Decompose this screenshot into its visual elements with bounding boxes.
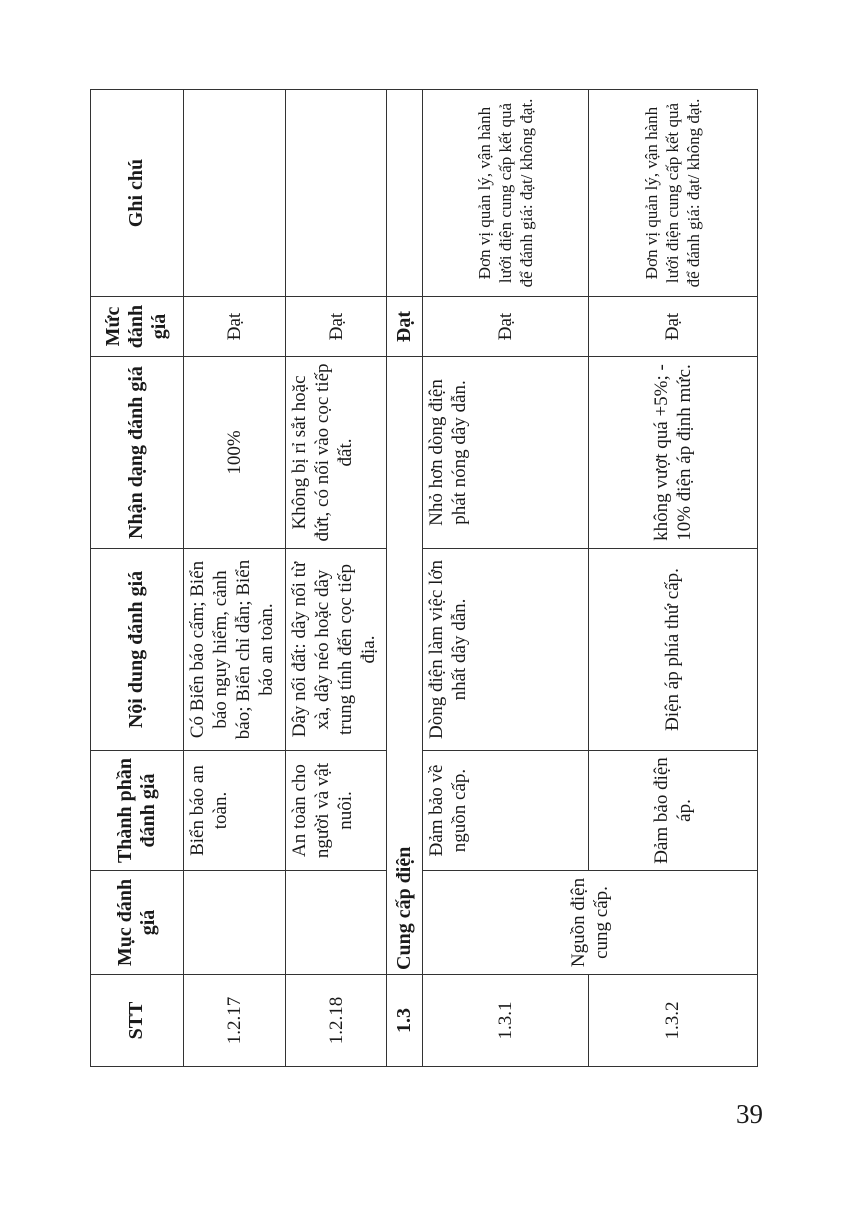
evaluation-table — [90, 89, 758, 1067]
cell-ghi-chu — [183, 90, 286, 297]
cell-muc-danh-gia: Đạt — [183, 297, 286, 357]
header-row — [91, 90, 184, 1067]
cell-thanh-phan: Đảm bảo điện áp. — [588, 751, 757, 871]
cell-thanh-phan: Biển báo an toàn. — [183, 751, 286, 871]
section-muc-danh-gia: Đạt — [387, 297, 423, 357]
cell-muc-danh-gia: Đạt — [286, 297, 387, 357]
header-noi-dung: Nội dung đánh giá — [91, 549, 184, 751]
section-row — [387, 90, 423, 1067]
cell-muc — [286, 871, 387, 975]
table-row — [423, 90, 588, 1067]
cell-noi-dung: Điện áp phía thứ cấp. — [588, 549, 757, 751]
cell-noi-dung: Có Biển báo cấm; Biển báo nguy hiểm, cảnh báo; Biển chỉ dẫn; Biển báo an toàn. — [183, 549, 286, 751]
table-row — [286, 90, 387, 1067]
cell-noi-dung: Dòng điện làm việc lớn nhất dây dẫn. — [423, 549, 588, 751]
cell-stt: 1.2.17 — [183, 975, 286, 1067]
cell-ghi-chu — [286, 90, 387, 297]
cell-nhan-dang: Không bị rỉ sắt hoặc đứt, có nối vào cọc tiếp đất. — [286, 357, 387, 549]
cell-thanh-phan: An toàn cho người và vật nuôi. — [286, 751, 387, 871]
page-number: 39 — [736, 1099, 763, 1129]
header-nhan-dang: Nhận dạng đánh giá — [91, 357, 184, 549]
cell-stt: 1.3.2 — [588, 975, 757, 1067]
cell-stt: 1.3.1 — [423, 975, 588, 1067]
cell-muc-danh-gia: Đạt — [423, 297, 588, 357]
rotated-table-container — [90, 90, 758, 1067]
section-ghi-chu — [387, 90, 423, 297]
cell-ghi-chu: Đơn vị quản lý, vận hành lưới điện cung cấp kết quả để đánh giá: đạt/ không đạt. — [423, 90, 588, 297]
header-thanh-phan: Thành phần đánh giá — [91, 751, 184, 871]
cell-muc — [183, 871, 286, 975]
cell-nhan-dang: không vượt quá +5%; - 10% điện áp định mức. — [588, 357, 757, 549]
section-title: Cung cấp điện — [387, 357, 423, 975]
cell-muc-danh-gia: Đạt — [588, 297, 757, 357]
cell-nhan-dang: Nhỏ hơn dòng điện phát nóng dây dẫn. — [423, 357, 588, 549]
table-row — [183, 90, 286, 1067]
cell-thanh-phan: Đảm bảo về nguồn cấp. — [423, 751, 588, 871]
cell-stt: 1.2.18 — [286, 975, 387, 1067]
header-muc-danh-gia: Mức đánh giá — [91, 297, 184, 357]
cell-ghi-chu: Đơn vị quản lý, vận hành lưới điện cung cấp kết quả để đánh giá: đạt/ không đạt. — [588, 90, 757, 297]
section-stt: 1.3 — [387, 975, 423, 1067]
cell-noi-dung: Dây nối đất: dây nối từ xà, dây néo hoặc dây trung tính đến cọc tiếp địa. — [286, 549, 387, 751]
cell-nhan-dang: 100% — [183, 357, 286, 549]
header-ghi-chu: Ghi chú — [91, 90, 184, 297]
cell-muc-group: Nguồn điện cung cấp. — [423, 871, 758, 975]
header-muc: Mục đánh giá — [91, 871, 184, 975]
header-stt: STT — [91, 975, 184, 1067]
